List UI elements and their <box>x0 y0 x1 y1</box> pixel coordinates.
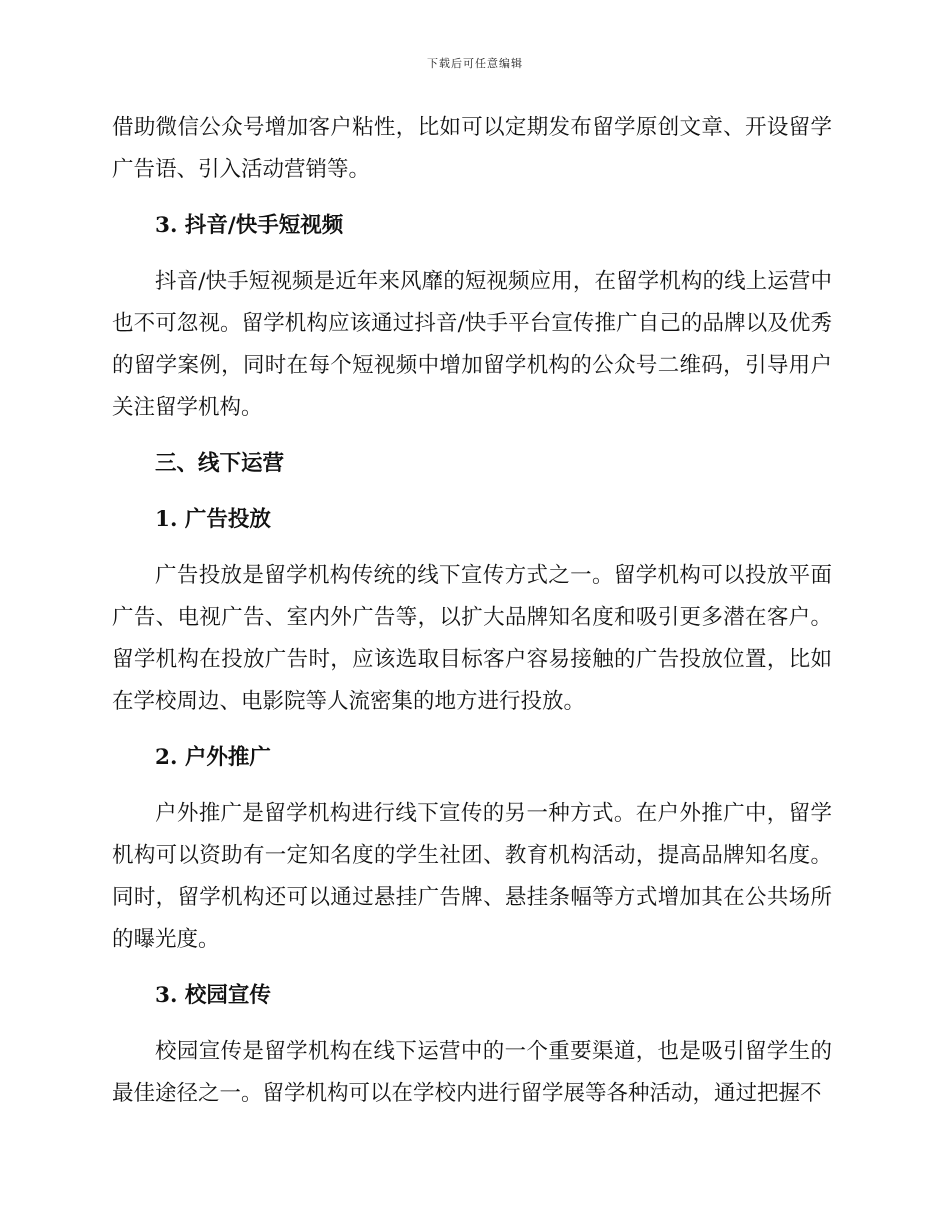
heading-campus-promotion: 3. 校园宣传 <box>155 983 271 1008</box>
paragraph-advertising: 广告投放是留学机构传统的线下宣传方式之一。留学机构可以投放平面广告、电视广告、室内外广告等，以扩大品牌知名度和吸引更多潜在客户。留学机构在投放广告时，应该选取目标客户容易接触的广告投放位置，比如在学校周边、电影院等人流密集的地方进行投放。 <box>112 563 832 714</box>
document-body <box>112 107 832 1115</box>
heading-offline-operations: 三、线下运营 <box>155 451 285 476</box>
paragraph-wechat-continued: 借助微信公众号增加客户粘性，比如可以定期发布留学原创文章、开设留学广告语、引入活动营销等。 <box>112 115 832 182</box>
heading-douyin-kuaishou: 3. 抖音/快手短视频 <box>155 213 344 238</box>
page-header-note: 下载后可任意编辑 <box>427 57 523 70</box>
paragraph-campus-promotion: 校园宣传是留学机构在线下运营中的一个重要渠道，也是吸引留学生的最佳途径之一。留学机构可以在学校内进行留学展等各种活动，通过把握不 <box>112 1039 832 1106</box>
heading-outdoor-promotion: 2. 户外推广 <box>155 745 271 770</box>
heading-advertising: 1. 广告投放 <box>155 507 271 532</box>
paragraph-outdoor-promotion: 户外推广是留学机构进行线下宣传的另一种方式。在户外推广中，留学机构可以资助有一定知名度的学生社团、教育机构活动，提高品牌知名度。同时，留学机构还可以通过悬挂广告牌、悬挂条幅等方式增加其在公共场所的曝光度。 <box>112 801 832 952</box>
paragraph-douyin-kuaishou: 抖音/快手短视频是近年来风靡的短视频应用，在留学机构的线上运营中也不可忽视。留学机构应该通过抖音/快手平台宣传推广自己的品牌以及优秀的留学案例，同时在每个短视频中增加留学机构的公众号二维码，引导用户关注留学机构。 <box>112 269 832 420</box>
